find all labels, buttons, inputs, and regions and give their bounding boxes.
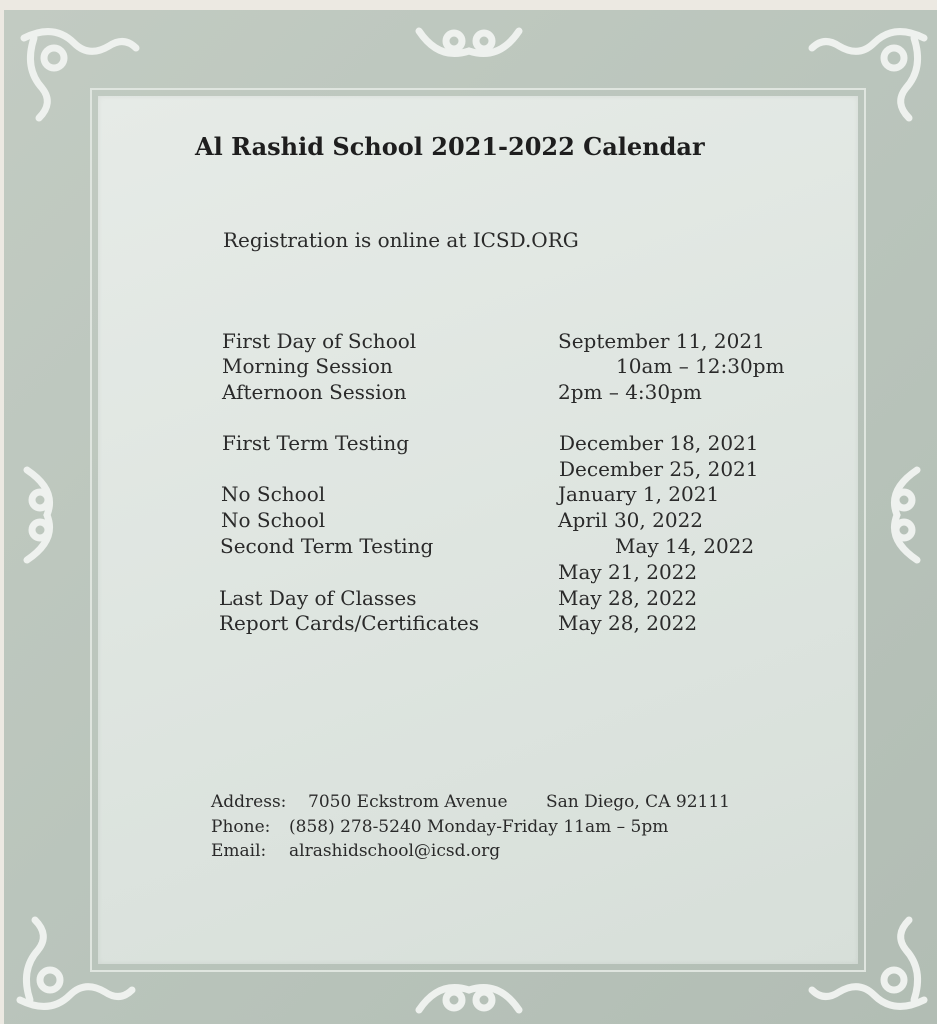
schedule-label: Morning Session (222, 354, 393, 378)
email-label: Email: (211, 841, 267, 861)
phone-label: Phone: (211, 817, 271, 837)
schedule-label: No School (221, 482, 326, 506)
side-ornament-left-icon (12, 460, 72, 570)
schedule-label: Report Cards/Certificates (219, 611, 480, 635)
page-title: Al Rashid School 2021-2022 Calendar (195, 132, 705, 161)
registration-note: Registration is online at ICSD.ORG (223, 228, 579, 252)
schedule-date: December 25, 2021 (559, 457, 759, 481)
schedule-date: April 30, 2022 (558, 508, 704, 532)
schedule-label: Afternoon Session (222, 380, 407, 404)
schedule-date: May 14, 2022 (615, 534, 755, 558)
schedule-date: May 28, 2022 (558, 611, 698, 635)
address-street: 7050 Eckstrom Avenue (308, 792, 508, 812)
schedule-label: First Day of School (222, 329, 417, 353)
schedule-date: December 18, 2021 (559, 431, 759, 455)
phone-value: (858) 278-5240 Monday-Friday 11am – 5pm (289, 817, 669, 837)
side-ornament-right-icon (872, 460, 932, 570)
email-value[interactable]: alrashidschool@icsd.org (289, 841, 501, 861)
bottom-center-ornament-icon (409, 970, 529, 1020)
schedule-date: 10am – 12:30pm (616, 354, 785, 378)
schedule-label: Last Day of Classes (219, 586, 417, 610)
schedule-date: September 11, 2021 (558, 329, 765, 353)
address-label: Address: (211, 792, 287, 812)
address-city: San Diego, CA 92111 (546, 792, 730, 812)
schedule-label: First Term Testing (222, 431, 410, 455)
schedule-date: May 28, 2022 (558, 586, 698, 610)
schedule-date: January 1, 2021 (558, 482, 720, 506)
calendar-sheet (4, 10, 937, 1024)
schedule-date: 2pm – 4:30pm (558, 380, 702, 404)
schedule-label: No School (221, 508, 326, 532)
top-center-ornament-icon (409, 16, 529, 76)
schedule-label: Second Term Testing (220, 534, 434, 558)
schedule-date: May 21, 2022 (558, 560, 698, 584)
